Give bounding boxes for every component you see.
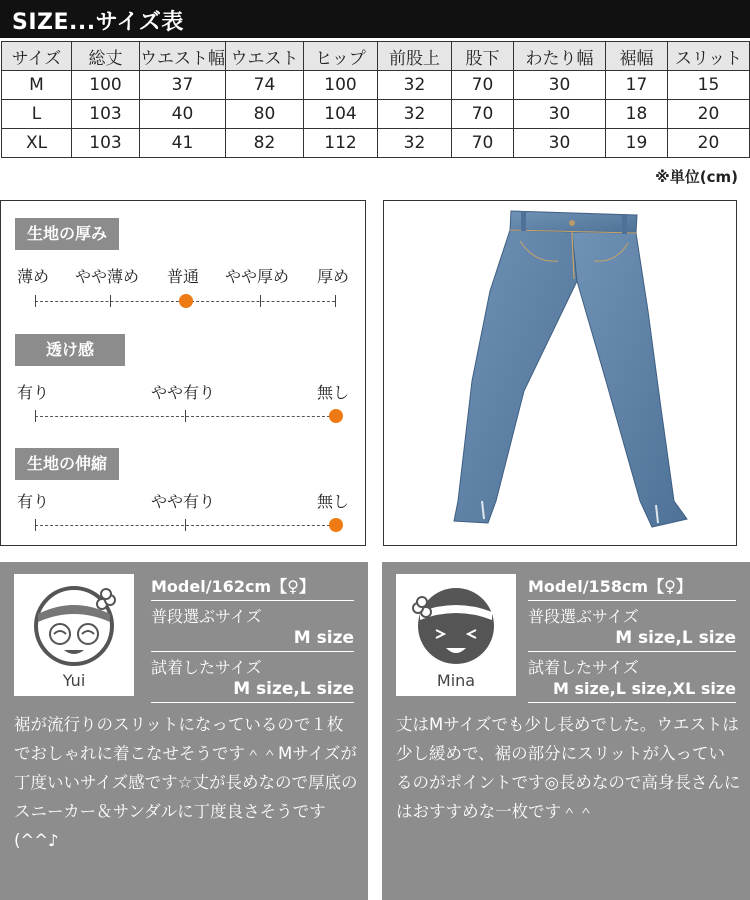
tried-size-label: 試着したサイズ xyxy=(151,658,262,677)
table-cell: 30 xyxy=(514,129,606,158)
header-thigh-width: わたり幅 xyxy=(514,42,606,71)
header-waist-width: ウエスト幅 xyxy=(140,42,226,71)
table-cell: 74 xyxy=(226,71,304,100)
thickness-tick xyxy=(335,295,336,307)
table-cell: 100 xyxy=(72,71,140,100)
table-cell: 70 xyxy=(452,100,514,129)
header-bar xyxy=(0,0,750,38)
page-title: SIZE...サイズ表 xyxy=(12,10,184,35)
thickness-marker xyxy=(179,294,193,308)
table-row xyxy=(2,129,750,158)
model-panel-mina xyxy=(382,562,750,900)
avatar xyxy=(396,574,516,696)
table-cell: 103 xyxy=(72,129,140,158)
stretch-scale-none: 無し xyxy=(317,492,350,511)
stretch-tick xyxy=(185,519,186,531)
header-total-length: 総丈 xyxy=(72,42,140,71)
model-face-icon xyxy=(396,574,516,674)
header-slit: スリット xyxy=(668,42,750,71)
table-cell: 103 xyxy=(72,100,140,129)
sheerness-tick xyxy=(35,410,36,422)
table-cell: 70 xyxy=(452,71,514,100)
stretch-tick xyxy=(35,519,36,531)
thickness-scale-thin: 薄め xyxy=(17,267,50,286)
size-table xyxy=(1,41,750,158)
table-cell: 15 xyxy=(668,71,750,100)
header-waist: ウエスト xyxy=(226,42,304,71)
table-cell: XL xyxy=(2,129,72,158)
thickness-scale-thick: 厚め xyxy=(317,267,350,286)
sheerness-tick xyxy=(185,410,186,422)
table-cell: 19 xyxy=(606,129,668,158)
table-row xyxy=(2,100,750,129)
table-cell: 41 xyxy=(140,129,226,158)
table-cell: 17 xyxy=(606,71,668,100)
stretch-scale-slightly: やや有り xyxy=(151,492,216,511)
table-cell: 20 xyxy=(668,100,750,129)
thickness-scale-normal: 普通 xyxy=(167,267,200,286)
fabric-panel xyxy=(0,200,366,546)
thickness-label: 生地の厚み xyxy=(15,218,119,250)
thickness-tick xyxy=(35,295,36,307)
model-comment: 裾が流行りのスリットになっているので１枚でおしゃれに着こなせそうです＾＾Mサイズが丁度いいサイズ感です☆丈が長めなので厚底のスニーカー＆サンダルに丁度良さそうです(^^♪ xyxy=(14,715,358,850)
header-inseam: 股下 xyxy=(452,42,514,71)
thickness-tick xyxy=(110,295,111,307)
model-panel-yui xyxy=(0,562,368,900)
unit-note: ※単位(cm) xyxy=(655,168,738,186)
model-height: Model/158cm【♀】 xyxy=(528,574,736,601)
header-size: サイズ xyxy=(2,42,72,71)
tried-size-value: M size,L size,XL size xyxy=(528,678,736,703)
header-hip: ヒップ xyxy=(304,42,378,71)
model-height: Model/162cm【♀】 xyxy=(151,574,354,601)
thickness-scale-slightly-thin: やや薄め xyxy=(75,267,140,286)
model-face-icon xyxy=(14,574,134,674)
table-cell: 20 xyxy=(668,129,750,158)
model-info xyxy=(528,574,736,703)
stretch-marker xyxy=(329,518,343,532)
table-cell: 30 xyxy=(514,71,606,100)
sheerness-scale-slightly: やや有り xyxy=(151,383,216,402)
usual-size-value: M size xyxy=(151,627,354,652)
sheerness-label: 透け感 xyxy=(15,334,125,366)
model-name: Mina xyxy=(436,671,476,690)
tried-size-label: 試着したサイズ xyxy=(528,658,639,677)
header-hem-width: 裾幅 xyxy=(606,42,668,71)
table-cell: 104 xyxy=(304,100,378,129)
table-cell: 112 xyxy=(304,129,378,158)
table-cell: L xyxy=(2,100,72,129)
tried-size-value: M size,L size xyxy=(151,678,354,703)
usual-size-value: M size,L size xyxy=(528,627,736,652)
model-info xyxy=(151,574,354,703)
table-cell: M xyxy=(2,71,72,100)
table-cell: 40 xyxy=(140,100,226,129)
thickness-scale-slightly-thick: やや厚め xyxy=(225,267,290,286)
table-cell: 32 xyxy=(378,100,452,129)
stretch-label: 生地の伸縮 xyxy=(15,448,119,480)
model-name: Yui xyxy=(62,671,86,690)
table-cell: 18 xyxy=(606,100,668,129)
table-cell: 37 xyxy=(140,71,226,100)
table-row xyxy=(2,71,750,100)
table-cell: 32 xyxy=(378,71,452,100)
table-cell: 30 xyxy=(514,100,606,129)
usual-size-label: 普段選ぶサイズ xyxy=(528,607,639,626)
usual-size-label: 普段選ぶサイズ xyxy=(151,607,262,626)
table-cell: 100 xyxy=(304,71,378,100)
table-cell: 32 xyxy=(378,129,452,158)
table-cell: 70 xyxy=(452,129,514,158)
jeans-photo xyxy=(384,201,736,545)
table-cell: 80 xyxy=(226,100,304,129)
table-cell: 82 xyxy=(226,129,304,158)
sheerness-marker xyxy=(329,409,343,423)
thickness-tick xyxy=(260,295,261,307)
product-photo-panel xyxy=(383,200,737,546)
size-table-header-row xyxy=(2,42,750,71)
sheerness-scale-none: 無し xyxy=(317,383,350,402)
model-comment: 丈はMサイズでも少し長めでした。ウエストは少し緩めで、裾の部分にスリットが入っているのがポイントです◎長めなので高身長さんにはおすすめな一枚です＾＾ xyxy=(396,715,741,821)
header-front-rise: 前股上 xyxy=(378,42,452,71)
stretch-scale-yes: 有り xyxy=(17,492,50,511)
avatar xyxy=(14,574,134,696)
sheerness-scale-yes: 有り xyxy=(17,383,50,402)
